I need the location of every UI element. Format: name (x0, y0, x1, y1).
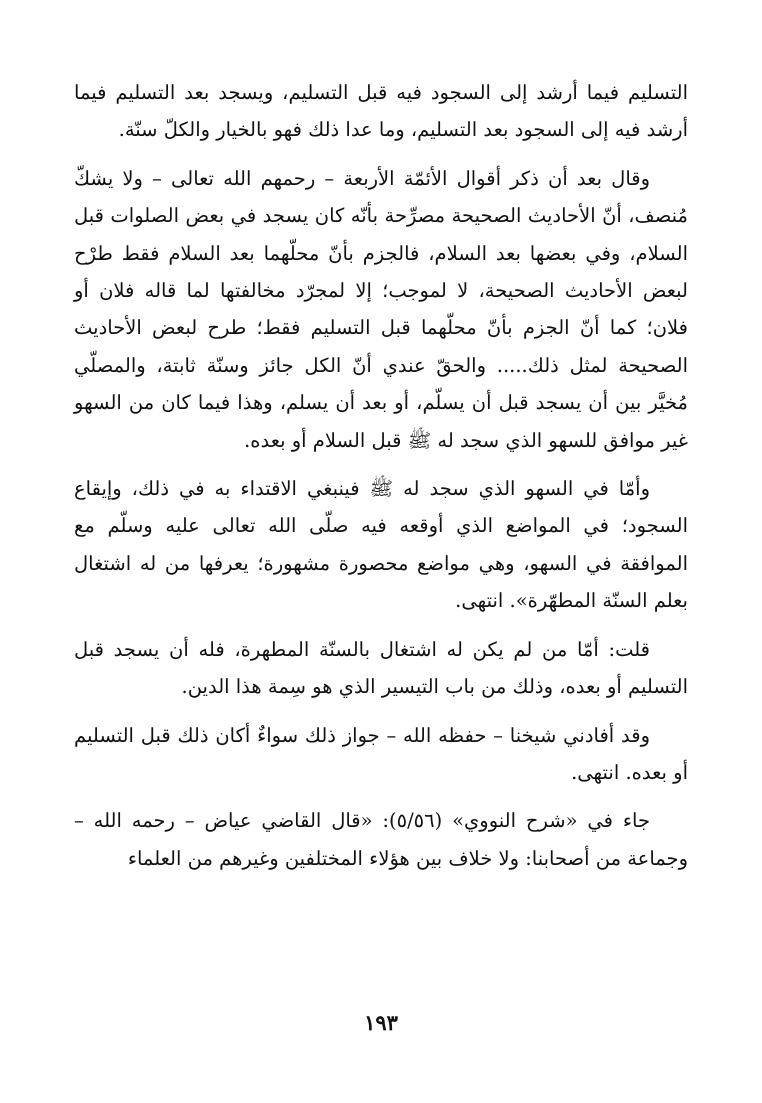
paragraph-continuation: التسليم فيما أرشد إلى السجود فيه قبل التسليم، ويسجد بعد التسليم فيما أرشد فيه إلى السجود بعد التسليم، وما عدا ذلك فهو بالخيار والكلّ سنّة. (74, 81, 688, 142)
paragraph-scholar-quote: وقال بعد أن ذكر أقوال الأئمّة الأربعة – رحمهم الله تعالى – ولا يشكّ مُنصف، أنّ الأحاديث الصحيحة مصرِّحة بأنّه كان يسجد في بعض الصلوات قبل السلام، وفي بعضها بعد السلام، فالجزم بأنّ محلّهما بعد السلام فقط طرْح لبعض الأحاديث الصحيحة، لا لموجب؛ إلا لمجرّد مخالفتها لما قاله فلان أو فلان؛ كما أنّ الجزم بأنّ محلّهما قبل التسليم فقط؛ طرح لبعض الأحاديث الصحيحة لمثل ذلك..... والحقّ عندي أنّ الكل جائز وسنّة ثابتة، والمصلّي مُخيَّر بين أن يسجد قبل أن يسلّم، أو بعد أن يسلم، وهذا فيما كان من السهو غير موافق للسهو الذي سجد له ﷺ قبل السلام أو بعده. (74, 166, 688, 452)
page-number: ١٩٣ (364, 1010, 398, 1035)
paragraph-following-sunnah: وأمّا في السهو الذي سجد له ﷺ فينبغي الاقتداء به في ذلك، وإيقاع السجود؛ في المواضع الذي أوقعه فيه صلّى الله تعالى عليه وسلّم مع الموافقة في السهو، وهي مواضع محصورة مشهورة؛ يعرفها من له اشتغال بعلم السنّة المطهّرة». انتهى. (74, 477, 688, 613)
body-text (74, 74, 688, 888)
paragraph-author-comment: قلت: أمّا من لم يكن له اشتغال بالسنّة المطهرة، فله أن يسجد قبل التسليم أو بعده، وذلك من باب التيسير الذي هو سِمة هذا الدين. (74, 637, 688, 699)
paragraph-shaykh-opinion: وقد أفادني شيخنا – حفظه الله – جواز ذلك سواءٌ أكان ذلك قبل التسليم أو بعده. انتهى. (74, 723, 688, 784)
paragraph-nawawi-citation: جاء في «شرح النووي» (٥/٥٦): «قال القاضي عياض – رحمه الله – وجماعة من أصحابنا: ولا خلاف بين هؤلاء المختلفين وغيرهم من العلماء (74, 809, 688, 870)
